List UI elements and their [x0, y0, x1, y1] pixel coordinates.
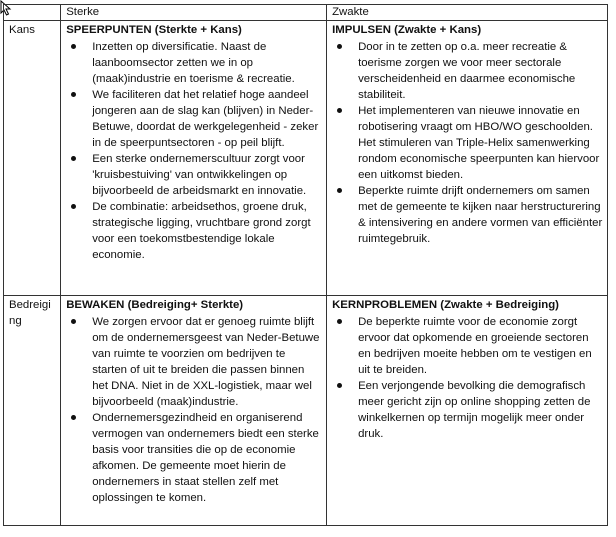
kernproblemen-list [332, 314, 603, 442]
cell-speerpunten [61, 21, 327, 296]
header-row [4, 5, 608, 21]
list-item: Een verjongende bevolking die demografisch meer gericht zijn op online shopping zetten de winkelkernen op termijn mogelijk meer onder druk. [352, 378, 603, 442]
list-item: De combinatie: arbeidsethos, groene druk, strategische ligging, vruchtbare grond zorgt voor een toekomstbestendige lokale economie. [86, 199, 322, 263]
row-label-kans: Kans [4, 21, 61, 296]
quadrant-title-speerpunten: SPEERPUNTEN (Sterkte + Kans) [66, 24, 242, 36]
cell-bewaken [61, 296, 327, 526]
quadrant-title-impulsen: IMPULSEN (Zwakte + Kans) [332, 24, 482, 36]
list-item: We zorgen ervoor dat er genoeg ruimte blijft om de ondernemersgeest van Neder-Betuwe van ruimte te voorzien om bedrijven te starten of uit te breiden die passen binnen het DNA. Niet in de XXL-logistiek, maar wel bijvoorbeeld (maak)industrie. [86, 314, 322, 410]
quadrant-title-kernproblemen: KERNPROBLEMEN (Zwakte + Bedreiging) [332, 299, 559, 311]
header-cell-zwakte: Zwakte [327, 5, 608, 21]
row-label-bedreiging: Bedreiging [4, 296, 61, 526]
impulsen-list [332, 39, 603, 247]
header-cell-sterke: Sterke [61, 5, 327, 21]
list-item: Door in te zetten op o.a. meer recreatie & toerisme zorgen we voor meer sectorale verscheidenheid en daarmee economische stabiliteit. [352, 39, 603, 103]
bewaken-list [66, 314, 322, 506]
cell-kernproblemen [327, 296, 608, 526]
cell-impulsen [327, 21, 608, 296]
list-item: We faciliteren dat het relatief hoge aandeel jongeren aan de slag kan (blijven) in Neder-Betuwe, doordat de werkgelegenheid - zeker in de speerpuntsectoren - op peil blijft. [86, 87, 322, 151]
quadrant-title-bewaken: BEWAKEN (Bedreiging+ Sterkte) [66, 299, 244, 311]
list-item: Ondernemersgezindheid en organiserend vermogen van ondernemers biedt een sterke basis voor transities die op de economie afkomen. De gemeente moet hierin de ondernemers in staat stellen zelf met oplossingen te komen. [86, 410, 322, 506]
list-item: Een sterke ondernemerscultuur zorgt voor 'kruisbestuiving' van ontwikkelingen op bijvoorbeeld de arbeidsmarkt en innovatie. [86, 151, 322, 199]
list-item: Beperkte ruimte drijft ondernemers om samen met de gemeente te kijken naar herstructurering & intensivering en andere vormen van efficiënter ruimtegebruik. [352, 183, 603, 247]
row-bedreiging [4, 296, 608, 526]
header-cell-empty [4, 5, 61, 21]
list-item: Inzetten op diversificatie. Naast de laanboomsector zetten we in op (maak)industrie en toerisme & recreatie. [86, 39, 322, 87]
speerpunten-list [66, 39, 322, 263]
list-item: Het implementeren van nieuwe innovatie en robotisering vraagt om HBO/WO geschoolden. Het stimuleren van Triple-Helix samenwerking rondom economische speerpunten kan hiervoor een uitkomst bieden. [352, 103, 603, 183]
list-item: De beperkte ruimte voor de economie zorgt ervoor dat opkomende en groeiende sectoren en bedrijven moeite hebben om te vestigen en uit te breiden. [352, 314, 603, 378]
row-kans [4, 21, 608, 296]
swot-table [3, 4, 608, 526]
